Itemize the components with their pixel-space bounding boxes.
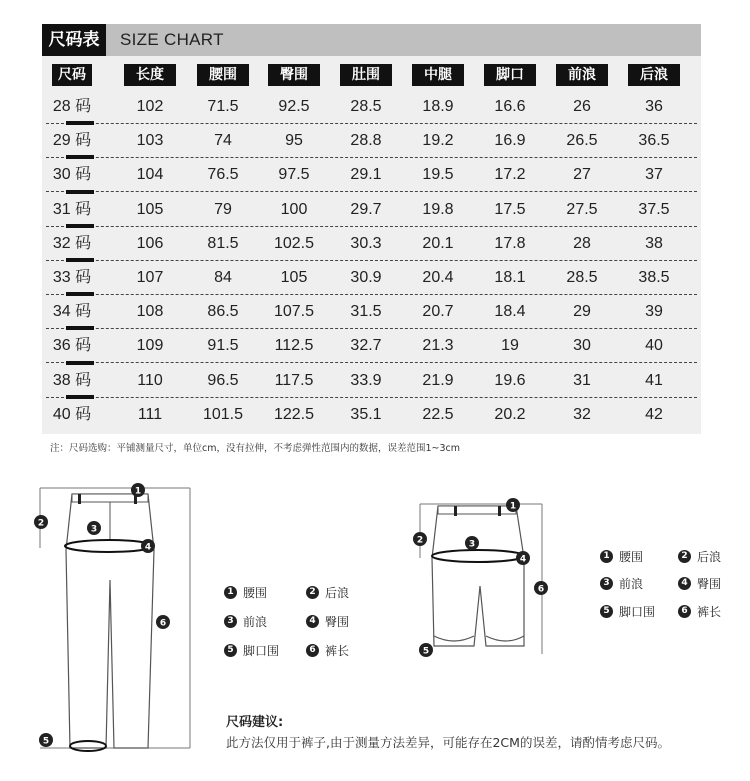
table-cell: 18.1 [494, 269, 526, 286]
table-cell: 74 [214, 132, 232, 150]
size-cell: 28 码 [52, 98, 92, 115]
size-marker [66, 190, 94, 194]
number-icon: 1 [600, 550, 613, 563]
table-cell: 21.3 [422, 337, 454, 355]
table-cell: 122.5 [273, 405, 315, 423]
svg-text:2: 2 [37, 518, 45, 529]
table-cell: 16.6 [494, 98, 526, 115]
callout-2-icon [33, 514, 49, 530]
table-row [42, 398, 701, 432]
table-cell: 21.9 [422, 371, 454, 389]
legend-item: 4 臀围 [306, 613, 349, 630]
size-cell: 38 码 [52, 371, 92, 389]
table-cell: 18.9 [422, 98, 454, 115]
size-marker [66, 155, 94, 159]
column-header: 脚口 [484, 64, 536, 86]
callout-5-icon [38, 732, 54, 748]
table-cell: 16.9 [494, 132, 526, 150]
table-cell: 97.5 [278, 166, 310, 184]
legend-item: 1 腰围 [224, 584, 267, 601]
table-cell: 104 [136, 166, 164, 184]
table-cell: 112.5 [274, 337, 314, 355]
legend-item: 3 前浪 [224, 613, 267, 630]
svg-text:4: 4 [519, 554, 527, 565]
callout-1-icon [130, 482, 146, 498]
table-cell: 22.5 [422, 405, 454, 423]
column-header: 后浪 [628, 64, 680, 86]
column-header: 中腿 [412, 64, 464, 86]
legend-item: 6 裤长 [678, 603, 721, 620]
table-cell: 28.5 [350, 98, 382, 115]
table-cell: 109 [136, 337, 164, 355]
table-cell: 36 [645, 98, 663, 115]
number-icon: 3 [600, 577, 613, 590]
table-cell: 19 [501, 337, 519, 355]
table-cell: 38.5 [638, 269, 670, 286]
title-cn: 尺码表 [42, 24, 106, 56]
number-icon: 6 [678, 605, 691, 618]
number-icon: 2 [678, 550, 691, 563]
size-marker [66, 292, 94, 296]
table-cell: 32.7 [350, 337, 382, 355]
number-icon: 3 [224, 615, 237, 628]
size-chart-title-bar [42, 24, 701, 56]
svg-text:4: 4 [144, 542, 152, 553]
number-icon: 1 [224, 586, 237, 599]
table-row [42, 158, 701, 192]
table-cell: 91.5 [207, 337, 239, 355]
table-cell: 107 [136, 269, 164, 286]
size-cell: 31 码 [52, 200, 92, 218]
callout-3-icon [464, 535, 480, 551]
svg-text:2: 2 [416, 535, 424, 546]
advice-title: 尺码建议: [226, 715, 284, 730]
table-cell: 38 [645, 234, 663, 252]
svg-text:6: 6 [537, 584, 545, 595]
size-marker [66, 224, 94, 228]
table-cell: 19.5 [422, 166, 454, 184]
table-cell: 102.5 [273, 234, 315, 252]
table-row [42, 261, 701, 295]
table-row [42, 295, 701, 329]
number-icon: 4 [678, 577, 691, 590]
callout-5-icon [418, 642, 434, 658]
table-cell: 41 [645, 371, 663, 389]
svg-text:5: 5 [42, 736, 50, 747]
size-cell: 40 码 [52, 405, 92, 423]
table-cell: 36.5 [638, 132, 670, 150]
table-cell: 111 [137, 405, 163, 423]
svg-text:1: 1 [509, 501, 517, 512]
callout-6-icon [155, 614, 171, 630]
column-header: 肚围 [340, 64, 392, 86]
table-cell: 31 [573, 371, 591, 389]
table-cell: 105 [136, 200, 164, 218]
svg-text:5: 5 [422, 646, 430, 657]
number-icon: 6 [306, 644, 319, 657]
table-cell: 37 [645, 166, 663, 184]
legend-item: 2 后浪 [306, 584, 349, 601]
table-cell: 39 [645, 303, 663, 321]
table-cell: 27.5 [566, 200, 598, 218]
table-cell: 19.2 [422, 132, 454, 150]
callout-4-icon [140, 538, 156, 554]
column-header: 尺码 [52, 64, 92, 86]
legend-item: 4 臀围 [678, 575, 721, 592]
column-header: 臀围 [268, 64, 320, 86]
size-table [42, 56, 701, 434]
table-cell: 42 [645, 405, 663, 423]
size-cell: 36 码 [52, 337, 92, 355]
table-cell: 19.8 [422, 200, 454, 218]
table-row [42, 364, 701, 398]
number-icon: 4 [306, 615, 319, 628]
size-cell: 29 码 [52, 132, 92, 150]
size-cell: 30 码 [52, 166, 92, 184]
table-cell: 29.1 [350, 166, 382, 184]
pants-long-diagram [30, 480, 200, 760]
svg-text:1: 1 [134, 486, 142, 497]
table-cell: 102 [136, 98, 164, 115]
table-cell: 29 [573, 303, 591, 321]
table-cell: 103 [136, 132, 164, 150]
table-cell: 20.4 [422, 269, 454, 286]
callout-6-icon [533, 580, 549, 596]
table-cell: 106 [136, 234, 164, 252]
legend-item: 2 后浪 [678, 548, 721, 565]
legend-item: 1 腰围 [600, 548, 643, 565]
callout-3-icon [86, 520, 102, 536]
table-cell: 76.5 [207, 166, 239, 184]
column-header: 前浪 [556, 64, 608, 86]
table-cell: 17.2 [494, 166, 526, 184]
table-cell: 26.5 [566, 132, 598, 150]
table-row [42, 227, 701, 261]
table-cell: 28.8 [350, 132, 382, 150]
size-marker [66, 395, 94, 399]
table-cell: 92.5 [278, 98, 310, 115]
table-row [42, 90, 701, 124]
table-cell: 27 [573, 166, 591, 184]
legend-item: 5 脚口围 [600, 603, 655, 620]
table-cell: 40 [645, 337, 663, 355]
table-cell: 86.5 [207, 303, 239, 321]
number-icon: 5 [224, 644, 237, 657]
table-cell: 71.5 [207, 98, 239, 115]
table-cell: 108 [136, 303, 164, 321]
table-row [42, 124, 701, 158]
table-cell: 26 [573, 98, 591, 115]
table-cell: 29.7 [350, 200, 382, 218]
legend-item: 3 前浪 [600, 575, 643, 592]
callout-4-icon [515, 550, 531, 566]
table-cell: 20.7 [422, 303, 454, 321]
table-cell: 32 [573, 405, 591, 423]
callout-1-icon [505, 497, 521, 513]
size-marker [66, 326, 94, 330]
table-cell: 35.1 [350, 405, 382, 423]
table-cell: 30.3 [350, 234, 382, 252]
size-marker [66, 121, 94, 125]
legend-item: 6 裤长 [306, 642, 349, 659]
advice-text: 此方法仅用于裤子,由于测量方法差异，可能存在2CM的误差，请酌情考虑尺码。 [226, 735, 670, 750]
table-cell: 107.5 [273, 303, 315, 321]
table-cell: 17.5 [494, 200, 526, 218]
table-cell: 30 [573, 337, 591, 355]
title-en: SIZE CHART [120, 30, 224, 49]
table-cell: 84 [214, 269, 232, 286]
table-cell: 19.6 [494, 371, 526, 389]
table-row [42, 193, 701, 227]
table-cell: 96.5 [207, 371, 239, 389]
table-cell: 33.9 [350, 371, 382, 389]
table-cell: 28.5 [566, 269, 598, 286]
svg-text:6: 6 [159, 618, 167, 629]
legend-left [224, 584, 374, 664]
table-cell: 20.2 [494, 405, 526, 423]
legend-right [600, 548, 740, 628]
table-cell: 81.5 [207, 234, 239, 252]
size-cell: 33 码 [52, 269, 92, 286]
table-cell: 28 [573, 234, 591, 252]
svg-text:3: 3 [468, 539, 476, 550]
table-cell: 18.4 [494, 303, 526, 321]
column-header: 腰围 [197, 64, 249, 86]
table-cell: 30.9 [350, 269, 382, 286]
table-cell: 20.1 [422, 234, 454, 252]
table-cell: 105 [280, 269, 308, 286]
table-cell: 100 [280, 200, 308, 218]
size-marker [66, 258, 94, 262]
table-cell: 110 [137, 371, 163, 389]
size-cell: 34 码 [52, 303, 92, 321]
table-cell: 37.5 [638, 200, 670, 218]
number-icon: 5 [600, 605, 613, 618]
table-cell: 117.5 [274, 371, 314, 389]
svg-text:3: 3 [90, 524, 98, 535]
table-cell: 95 [285, 132, 303, 150]
number-icon: 2 [306, 586, 319, 599]
size-cell: 32 码 [52, 234, 92, 252]
pants-cropped-diagram [412, 496, 552, 656]
table-row [42, 329, 701, 363]
measurement-note: 注：尺码选购：平铺测量尺寸，单位cm，没有拉伸，不考虑弹性范围内的数据，误差范围1~3cm [50, 443, 461, 454]
column-header: 长度 [124, 64, 176, 86]
callout-2-icon [412, 531, 428, 547]
size-marker [66, 361, 94, 365]
legend-item: 5 脚口围 [224, 642, 279, 659]
table-cell: 31.5 [350, 303, 382, 321]
table-cell: 17.8 [494, 234, 526, 252]
table-cell: 79 [214, 200, 232, 218]
table-cell: 101.5 [202, 405, 244, 423]
